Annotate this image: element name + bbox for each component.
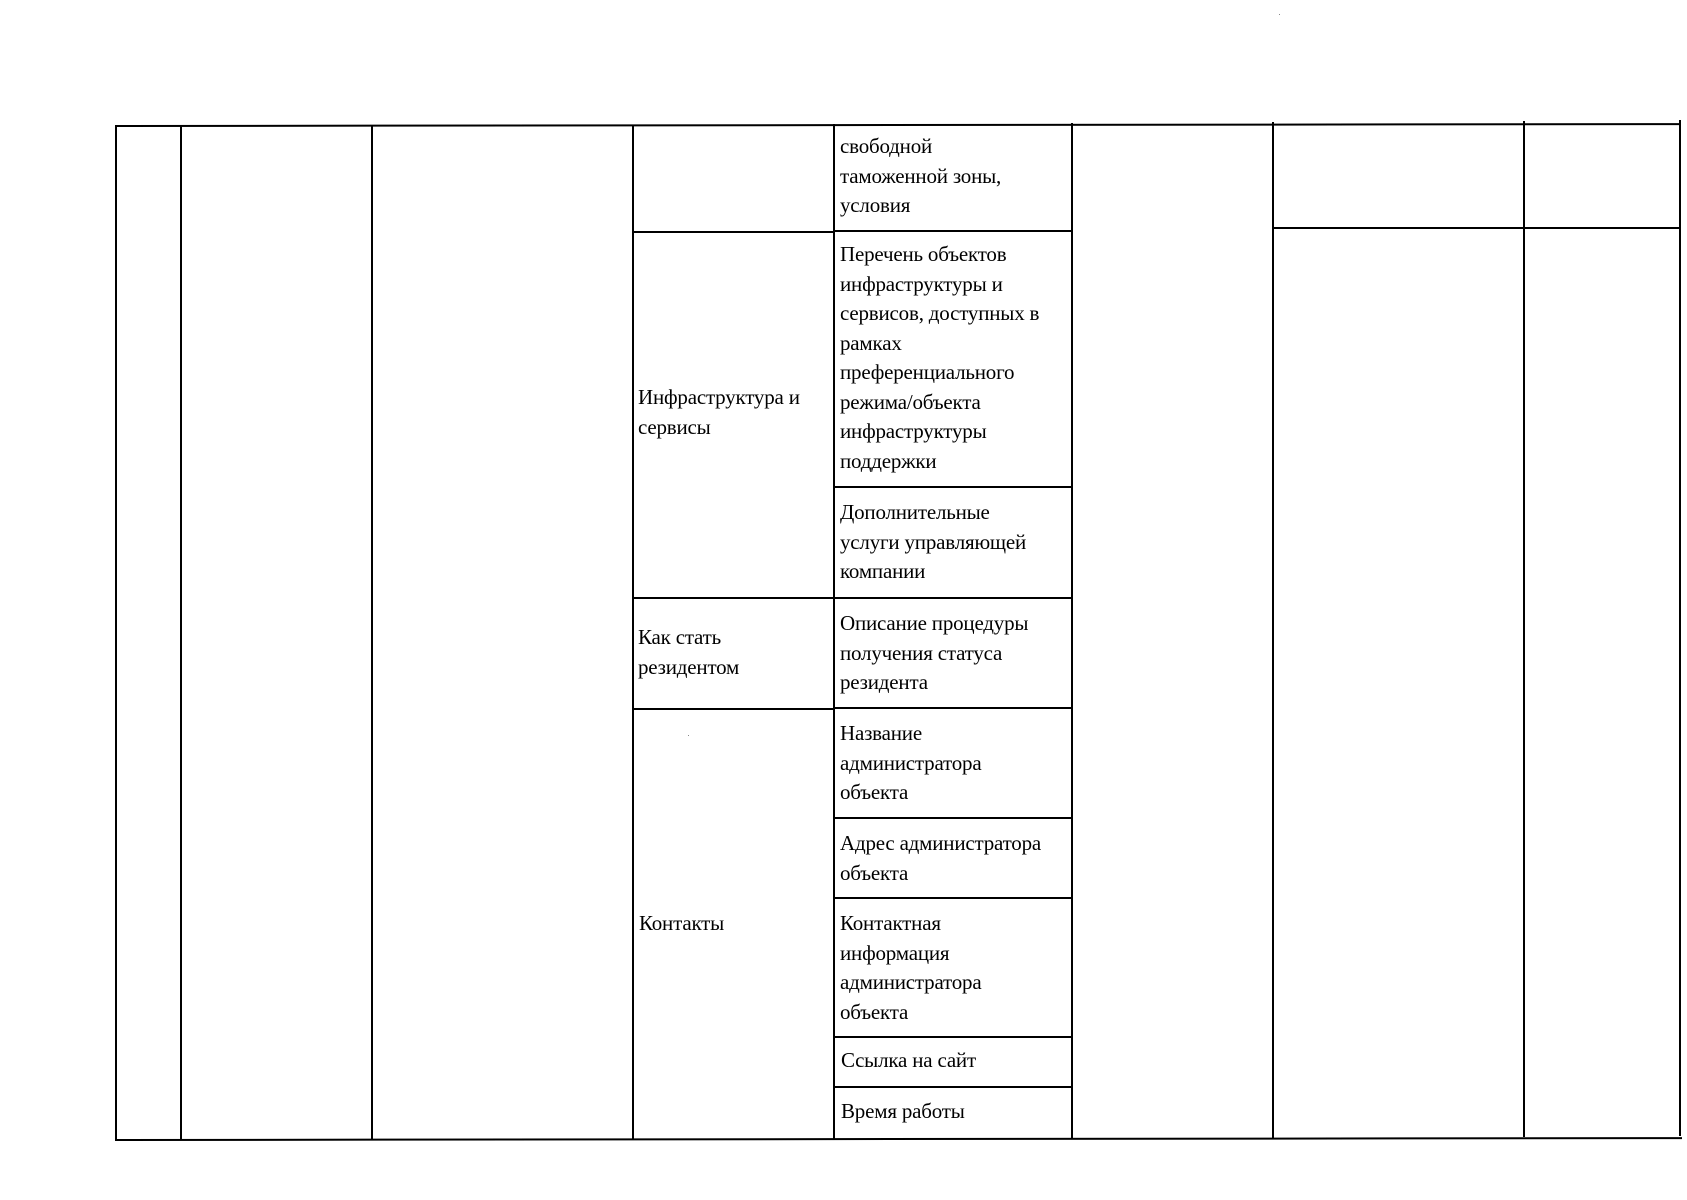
item-cell-additional-services: Дополнительные услуги управляющей компании [840,500,1027,583]
item-cell-customs-zone-tail: свободной таможенной зоны, условия [840,134,1002,217]
column-divider-6 [1272,122,1274,1138]
item-cell-admin-contact: Контактная информация администратора объекта [840,911,982,1024]
item-cell-resident-procedure: Описание процедуры получения статуса резидента [840,611,1029,694]
table-left-border [115,126,117,1141]
table-top-border [115,123,1680,127]
scan-speck [688,735,689,736]
section-cell-infrastructure: Инфраструктура и сервисы [638,385,800,439]
column-divider-7 [1523,121,1525,1137]
column-divider-2 [371,126,373,1140]
row-divider-item-7 [833,1036,1073,1038]
table-bottom-border [117,1137,1682,1141]
column-divider-5 [1071,123,1073,1138]
row-divider-item-6 [833,897,1073,899]
column-divider-4 [833,124,835,1139]
item-cell-admin-address: Адрес администратора объекта [840,831,1042,885]
item-cell-admin-name: Название администратора объекта [840,721,982,804]
row-divider-item-8 [833,1086,1073,1088]
item-cell-infrastructure-list: Перечень объектов инфраструктуры и сервисов, доступных в рамках преференциального режима/объекта инфраструктуры поддержки [840,242,1040,473]
scan-speck [1279,14,1280,15]
column-divider-1 [180,126,182,1140]
row-divider-section-1 [632,231,835,233]
item-cell-working-hours: Время работы [841,1099,965,1123]
section-cell-become-resident: Как стать резидентом [638,625,740,679]
section-cell-contacts: Контакты [639,911,725,935]
row-divider-item-4 [833,707,1073,709]
column-divider-3 [632,125,634,1140]
row-divider-section-3 [632,708,835,710]
table-right-border [1679,120,1681,1136]
row-divider-section-2 [632,597,835,599]
item-cell-website-link: Ссылка на сайт [841,1048,976,1072]
row-divider-item-5 [833,817,1073,819]
row-divider-item-2 [833,486,1073,488]
row-divider-item-3 [833,597,1073,599]
row-divider-right [1272,227,1681,229]
row-divider-item-1 [833,230,1073,232]
